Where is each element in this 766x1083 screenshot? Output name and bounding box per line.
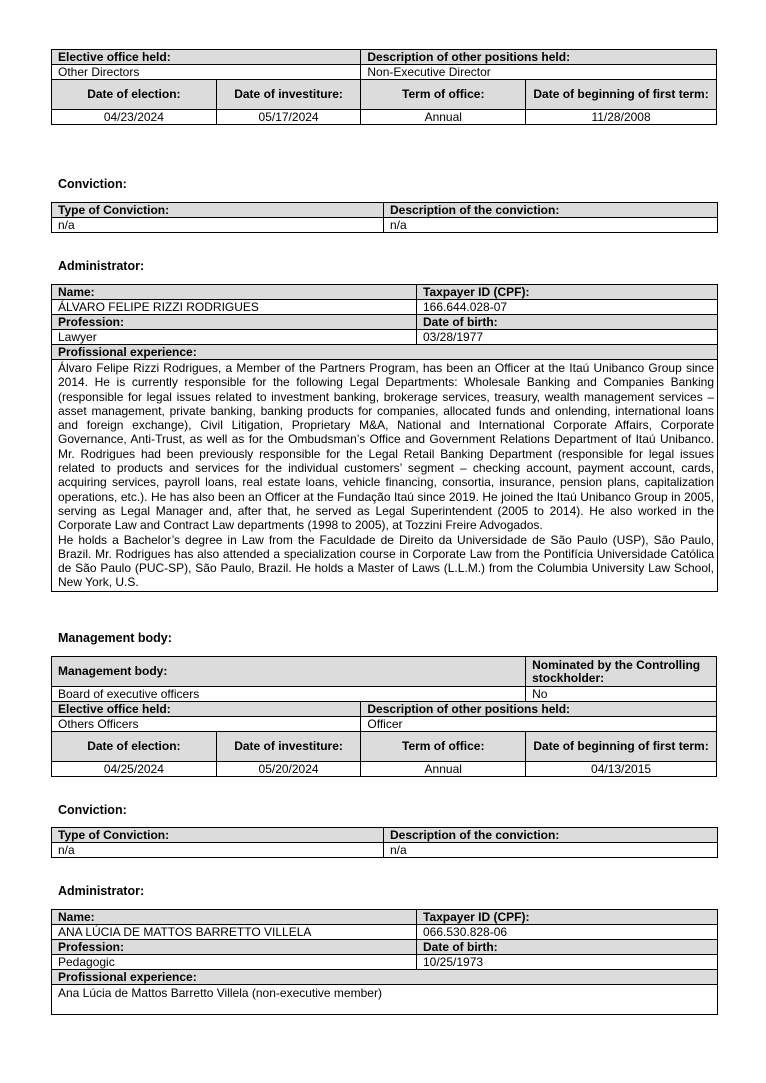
type-conviction-value: n/a (52, 218, 384, 233)
elective-office-header: Elective office held: (52, 50, 361, 65)
cpf-header: Taxpayer ID (CPF): (417, 285, 718, 300)
date-birth-value: 10/25/1973 (417, 955, 718, 970)
other-positions-value: Officer (361, 717, 717, 732)
management-table-2 (51, 656, 717, 777)
date-election-header: Date of election: (52, 732, 217, 762)
conviction-table-2 (51, 827, 718, 858)
other-positions-header: Description of other positions held: (361, 50, 717, 65)
experience-paragraph-2: He holds a Bachelor’s degree in Law from the Faculdade de Direito da Universidade de São Paulo (USP), São Paulo, Brazil. Mr. Rodrigues has also attended a specialization course in Corporate Law from the Pontifícia Universidade Católica de São Paulo (PUC-SP), São Paulo, Brazil. He holds a Master of Laws (L.L.M.) from the Columbia University Law School, New York, U.S. (58, 532, 714, 590)
term-office-value: Annual (361, 762, 526, 777)
experience-value (52, 360, 718, 592)
profession-value: Lawyer (52, 330, 417, 345)
experience-header: Profissional experience: (52, 970, 718, 985)
date-birth-value: 03/28/1977 (417, 330, 718, 345)
nominated-value: No (526, 687, 717, 702)
other-positions-value: Non-Executive Director (361, 65, 717, 80)
elective-office-value: Others Officers (52, 717, 361, 732)
term-office-header: Term of office: (361, 80, 526, 110)
term-office-value: Annual (361, 110, 526, 125)
term-office-header: Term of office: (361, 732, 526, 762)
date-beginning-value: 11/28/2008 (526, 110, 717, 125)
name-value: ANA LÚCIA DE MATTOS BARRETTO VILLELA (52, 925, 417, 940)
management-body-value: Board of executive officers (52, 687, 526, 702)
date-beginning-value: 04/13/2015 (526, 762, 717, 777)
conviction-table-1 (51, 202, 718, 233)
name-value: ÁLVARO FELIPE RIZZI RODRIGUES (52, 300, 417, 315)
nominated-header: Nominated by the Controlling stockholder: (526, 657, 717, 687)
profession-value: Pedagogic (52, 955, 417, 970)
cpf-value: 066.530.828-06 (417, 925, 718, 940)
date-birth-header: Date of birth: (417, 940, 718, 955)
description-conviction-value: n/a (384, 843, 718, 858)
experience-header: Profissional experience: (52, 345, 718, 360)
other-positions-header: Description of other positions held: (361, 702, 717, 717)
management-body-heading: Management body: (58, 631, 172, 645)
date-investiture-header: Date of investiture: (216, 80, 361, 110)
type-conviction-header: Type of Conviction: (52, 203, 384, 218)
cpf-value: 166.644.028-07 (417, 300, 718, 315)
administrator-table-2 (51, 909, 718, 1015)
conviction-heading: Conviction: (58, 177, 127, 191)
administrator-heading: Administrator: (58, 259, 145, 273)
date-investiture-header: Date of investiture: (216, 732, 361, 762)
description-conviction-value: n/a (384, 218, 718, 233)
management-body-header: Management body: (52, 657, 526, 687)
name-header: Name: (52, 910, 417, 925)
administrator-heading: Administrator: (58, 884, 145, 898)
experience-value: Ana Lúcia de Mattos Barretto Villela (non-executive member) (52, 985, 718, 1015)
date-election-value: 04/23/2024 (52, 110, 217, 125)
date-investiture-value: 05/20/2024 (216, 762, 361, 777)
type-conviction-value: n/a (52, 843, 384, 858)
date-beginning-header: Date of beginning of first term: (526, 80, 717, 110)
description-conviction-header: Description of the conviction: (384, 203, 718, 218)
elective-office-header: Elective office held: (52, 702, 361, 717)
name-header: Name: (52, 285, 417, 300)
conviction-heading: Conviction: (58, 803, 127, 817)
description-conviction-header: Description of the conviction: (384, 828, 718, 843)
date-beginning-header: Date of beginning of first term: (526, 732, 717, 762)
elective-office-value: Other Directors (52, 65, 361, 80)
type-conviction-header: Type of Conviction: (52, 828, 384, 843)
profession-header: Profession: (52, 940, 417, 955)
experience-paragraph-1: Álvaro Felipe Rizzi Rodrigues, a Member of the Partners Program, has been an Officer at the Itaú Unibanco Group since 2014. He is currently responsible for the following Legal Departments: Wholesale Banking and Companies Banking (responsible for legal issues related to investment banking, brokerage services, treasury, wealth management services – asset management, private banking, banking products for companies, allocated funds and onlending, international loans and foreign exchange), Civil Litigation, Proprietary M&A, National and International Corporate Affairs, Corporate Governance, Anti-Trust, as well as for the Ombudsman’s Office and Government Relations Department of Itaú Unibanco. Mr. Rodrigues had been previously responsible for the Legal Retail Banking Department (responsible for legal issues related to products and services for the individual customers’ segment – checking account, payment account, cards, acquiring services, payroll loans, real estate loans, vehicle financing, consortia, insurance, pension plans, capitalization operations, etc.). He has also been an Officer at the Fundação Itaú since 2019. He joined the Itaú Unibanco Group in 2005, serving as Legal Manager and, after that, he served as Legal Superintendent (2005 to 2014). He also worked in the Corporate Law and Contract Law departments (1998 to 2005), at Tozzini Freire Advogados. (58, 361, 714, 533)
office-table-1 (51, 49, 717, 125)
administrator-table-1 (51, 284, 718, 592)
date-investiture-value: 05/17/2024 (216, 110, 361, 125)
date-birth-header: Date of birth: (417, 315, 718, 330)
cpf-header: Taxpayer ID (CPF): (417, 910, 718, 925)
date-election-value: 04/25/2024 (52, 762, 217, 777)
date-election-header: Date of election: (52, 80, 217, 110)
profession-header: Profession: (52, 315, 417, 330)
